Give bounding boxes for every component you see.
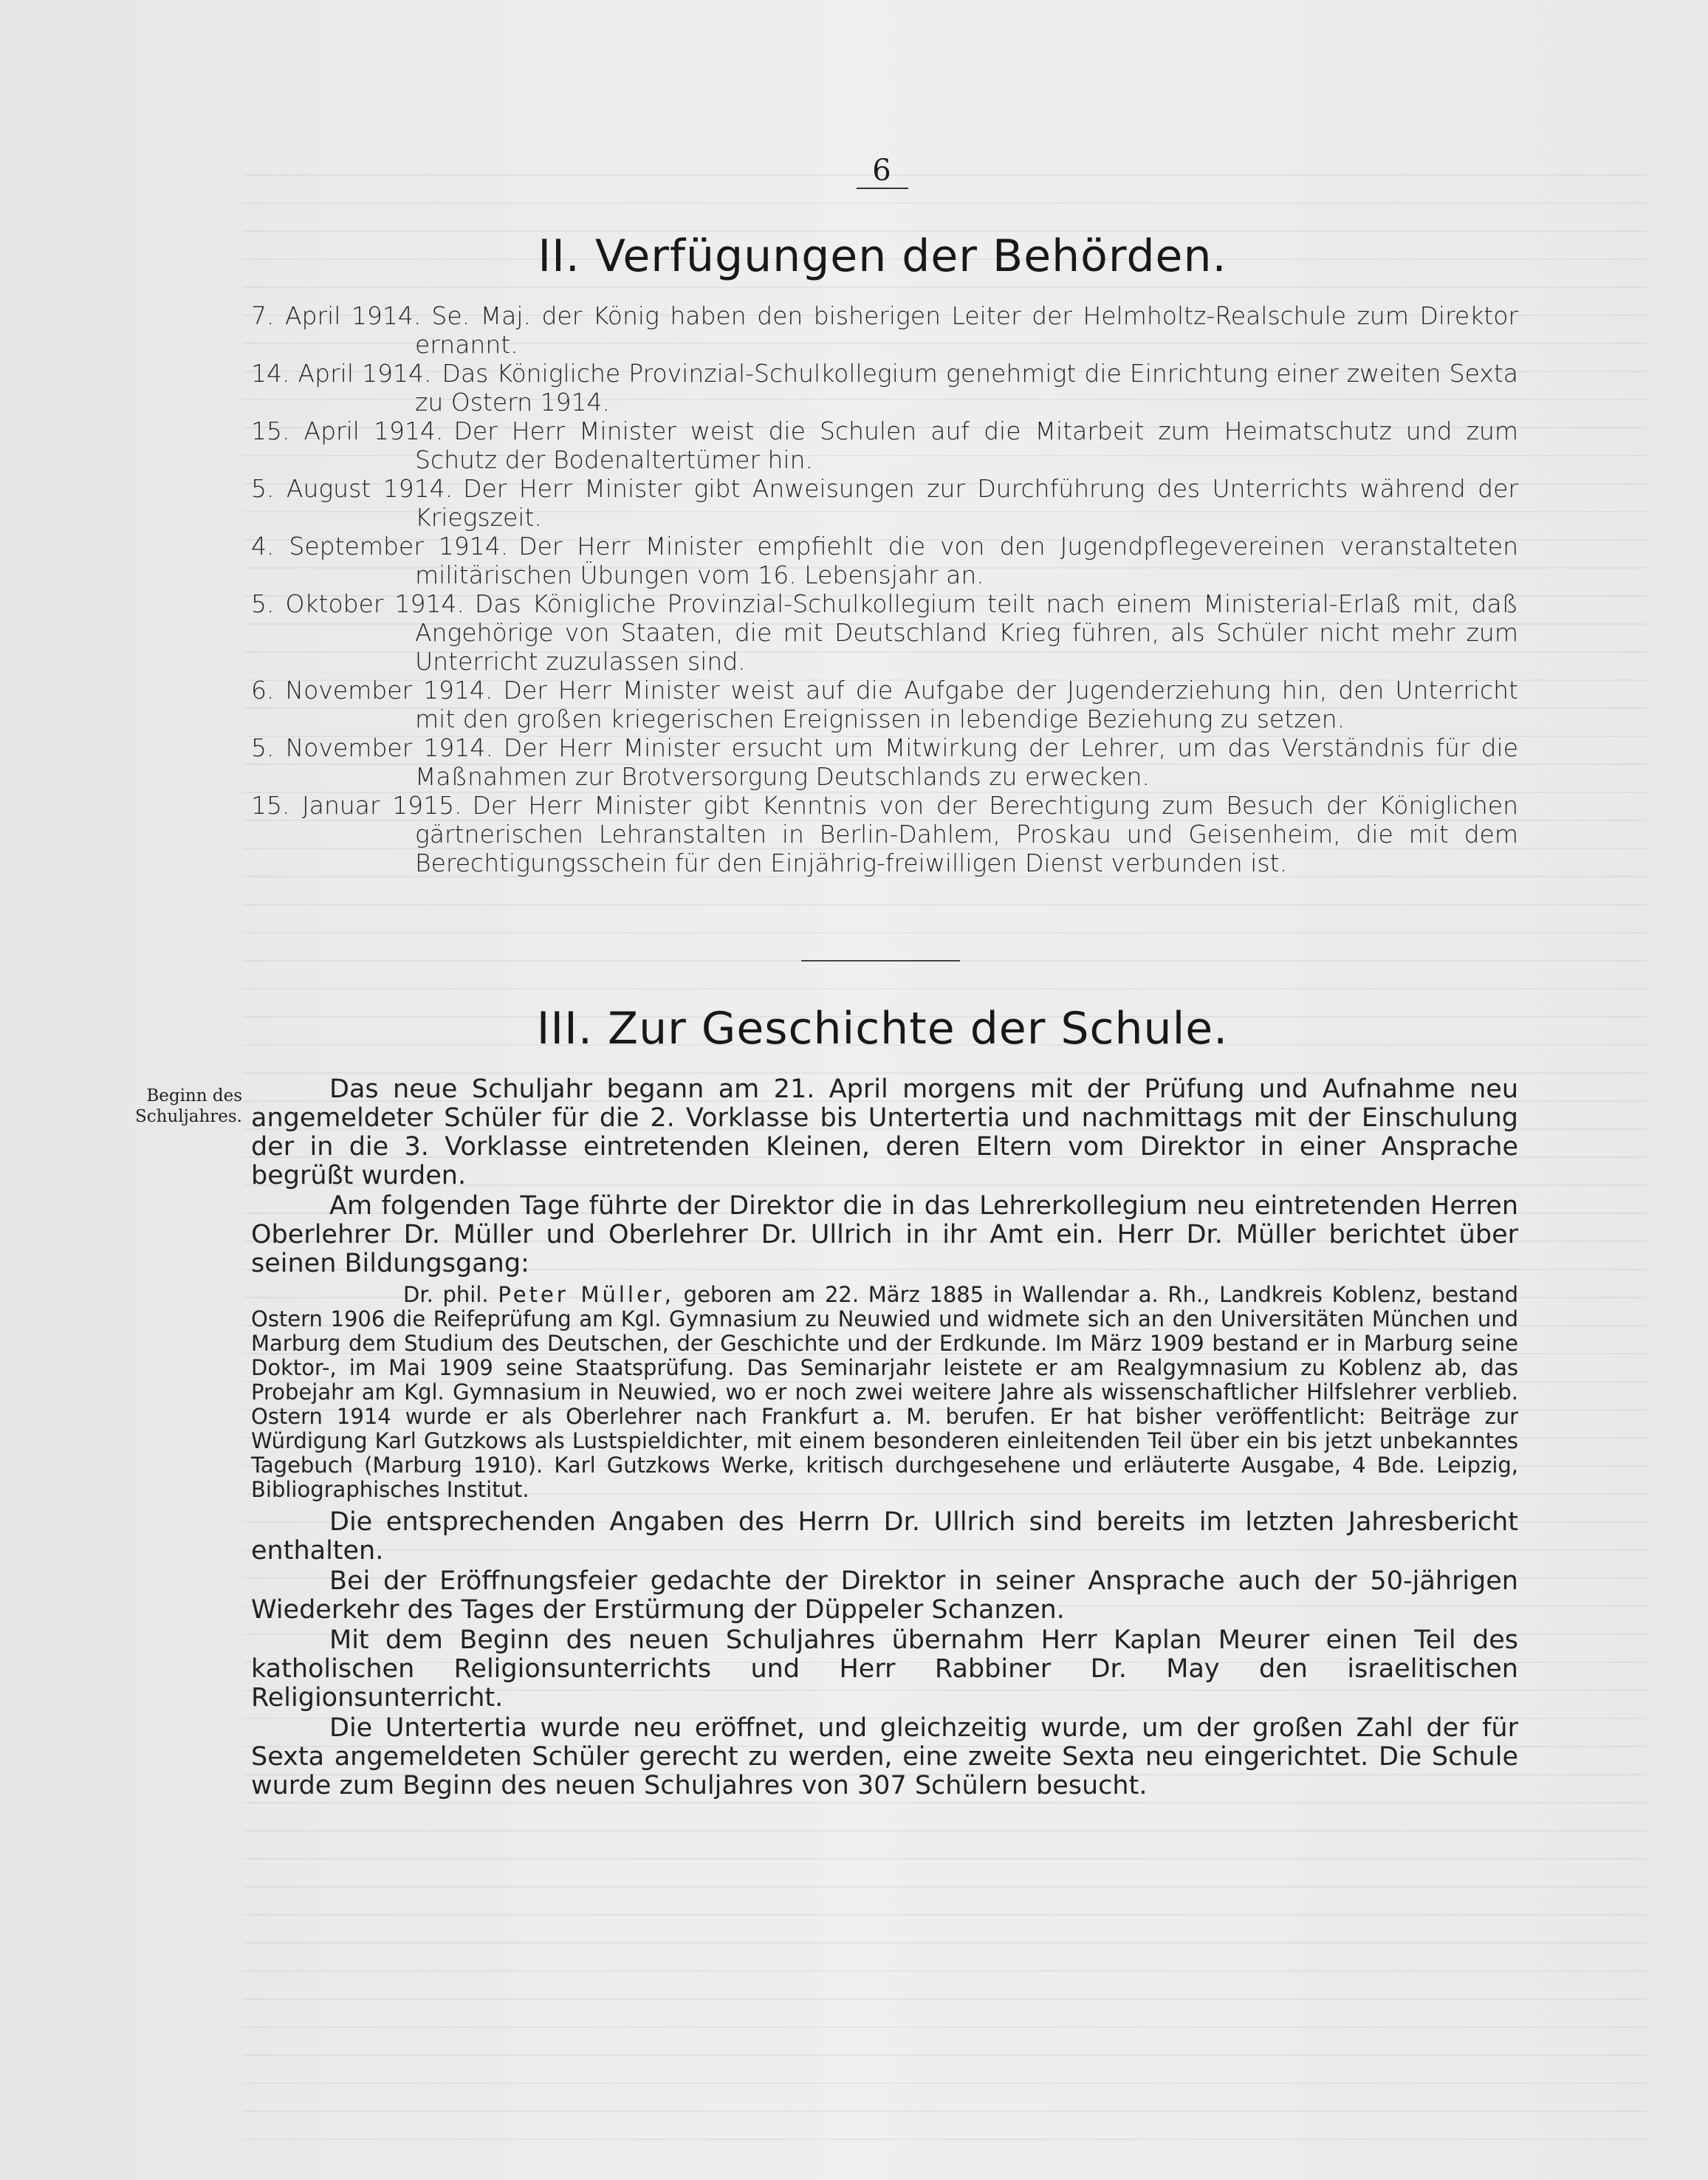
decree-date: 15. April 1914. <box>251 417 444 445</box>
decree-text: Der Herr Minister weist die Schulen auf die Mitarbeit zum Heimatschutz und zum Schutz der Bodenaltertümer hin. <box>415 417 1519 474</box>
decree-item <box>251 733 1518 791</box>
decree-date: 5. November 1914. <box>251 733 493 762</box>
bio-text: geboren am 22. März 1885 in Wallendar a. Rh., Landkreis Koblenz, bestand Ostern 1906 die Reifeprüfung am Kgl. Gymnasium zu Neuwied und widmete sich an den Universitäten München und Marburg dem Studium des Deutschen, der Geschichte und der Erdkunde. Im März 1909 bestand er in Marburg seine Doktor-, im Mai 1909 seine Staatsprüfung. Das Seminarjahr leistete er am Realgymnasium zu Koblenz ab, das Probejahr am Kgl. Gymnasium in Neuwied, wo er noch zwei weitere Jahre als wissenschaftlicher Hilfslehrer verblieb. Ostern 1914 wurde er als Oberlehrer nach Frankfurt a. M. berufen. Er hat bisher veröffentlicht: Beiträge zur Würdigung Karl Gutzkows als Lustspieldichter, mit einem besonderen einleitenden Teil über ein bis jetzt unbekanntes Tagebuch (Marburg 1910). Karl Gutzkows Werke, kritisch durchgesehene und erläuterte Ausgabe, 4 Bde. Leipzig, Bibliographisches Institut. <box>251 1282 1519 1502</box>
section-heading-verfuegungen: II. Verfügungen der Behörden. <box>538 230 1227 282</box>
bio-name: Peter Müller, <box>498 1282 674 1307</box>
biography-block <box>251 1283 1518 1502</box>
decree-date: 7. April 1914. <box>251 301 422 330</box>
decree-item <box>251 359 1518 417</box>
decree-text: Der Herr Minister weist auf die Aufgabe der Jugenderziehung hin, den Unterricht mit den großen kriegerischen Ereignissen in lebendige Beziehung zu setzen. <box>415 676 1518 733</box>
decree-text: Der Herr Minister empfiehlt die von den Jugendpflegevereinen veranstalteten militärischen Übungen vom 16. Lebensjahr an. <box>415 532 1518 589</box>
decree-list <box>251 301 1518 877</box>
decree-text: Der Herr Minister ersucht um Mitwirkung der Lehrer, um das Verständnis für die Maßnahmen zur Brotversorgung Deutschlands zu erwecken. <box>415 733 1518 791</box>
decree-date: 6. November 1914. <box>251 676 493 705</box>
decree-text: Der Herr Minister gibt Kenntnis von der Berechtigung zum Besuch der Königlichen gärtnerischen Lehranstalten in Berlin-Dahlem, Proskau und Geisenheim, die mit dem Berechtigungsschein für den Einjährig-freiwilligen Dienst verbunden ist. <box>415 791 1518 877</box>
section-heading-geschichte: III. Zur Geschichte der Schule. <box>536 1003 1229 1055</box>
decree-item <box>251 589 1518 676</box>
margin-note-line: Schuljahres. <box>135 1107 242 1126</box>
body-paragraph: Bei der Eröffnungsfeier gedachte der Direktor in seiner Ansprache auch der 50-jährigen Wiederkehr des Tages der Erstürmung der Düppeler Schanzen. <box>251 1566 1518 1625</box>
decree-text: Das Königliche Provinzial-Schulkollegium teilt nach einem Ministerial-Erlaß mit, daß Angehörige von Staaten, die mit Deutschland Krieg führen, als Schüler nicht mehr zum Unterricht zuzulassen sind. <box>415 589 1518 676</box>
bio-title: Dr. phil. <box>403 1282 489 1307</box>
decree-date: 4. September 1914. <box>251 532 509 561</box>
body-paragraph: Mit dem Beginn des neuen Schuljahres übernahm Herr Kaplan Meurer einen Teil des katholischen Religionsunterrichts und Herr Rabbiner Dr. May den israelitischen Religionsunterricht. <box>251 1625 1518 1713</box>
decree-text: Se. Maj. der König haben den bisherigen Leiter der Helmholtz-Realschule zum Direktor ernannt. <box>415 301 1518 359</box>
decree-date: 15. Januar 1915. <box>251 791 462 820</box>
section-divider <box>801 960 960 962</box>
history-body <box>251 1075 1518 1802</box>
decree-item <box>251 301 1518 359</box>
decree-date: 5. August 1914. <box>251 474 453 503</box>
decree-item <box>251 532 1518 589</box>
decree-date: 5. Oktober 1914. <box>251 589 464 618</box>
decree-date: 14. April 1914. <box>251 359 432 388</box>
body-paragraph: Die Untertertia wurde neu eröffnet, und gleichzeitig wurde, um der großen Zahl der für Sexta angemeldeten Schüler gerecht zu werden, eine zweite Sexta neu eingerichtet. Die Schule wurde zum Beginn des neuen Schuljahres von 307 Schülern besucht. <box>251 1713 1518 1800</box>
page-number: 6 <box>857 154 908 189</box>
decree-text: Der Herr Minister gibt Anweisungen zur Durchführung des Unterrichts während der Kriegszeit. <box>415 474 1519 532</box>
decree-item <box>251 417 1518 474</box>
decree-item <box>251 474 1518 532</box>
decree-text: Das Königliche Provinzial-Schulkollegium genehmigt die Einrichtung einer zweiten Sexta zu Ostern 1914. <box>415 359 1518 417</box>
margin-note <box>95 1086 242 1127</box>
decree-item <box>251 791 1518 877</box>
margin-note-line: Beginn des <box>146 1086 242 1106</box>
decree-item <box>251 676 1518 733</box>
body-paragraph: Am folgenden Tage führte der Direktor die in das Lehrerkollegium neu eintretenden Herren Oberlehrer Dr. Müller und Oberlehrer Dr. Ullrich in ihr Amt ein. Herr Dr. Müller berichtet über seinen Bildungsgang: <box>251 1191 1518 1278</box>
body-paragraph: Die entsprechenden Angaben des Herrn Dr. Ullrich sind bereits im letzten Jahresbericht enthalten. <box>251 1507 1518 1566</box>
body-paragraph: Das neue Schuljahr begann am 21. April morgens mit der Prüfung und Aufnahme neu angemeldeter Schüler für die 2. Vorklasse bis Untertertia und nachmittags mit der Einschulung der in die 3. Vorklasse eintretenden Kleinen, deren Eltern vom Direktor in einer Ansprache begrüßt wurden. <box>251 1074 1518 1190</box>
